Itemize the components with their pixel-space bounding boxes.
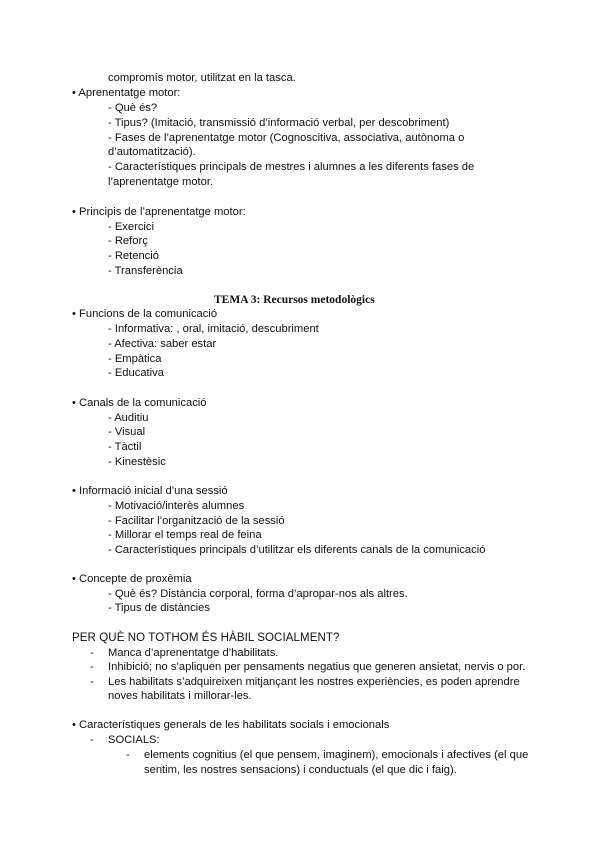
list-item: - Transferència: [108, 265, 183, 277]
bullet-heading: • Aprenentatge motor:: [72, 87, 181, 99]
list-item-continuation: noves habilitats i millorar-les.: [108, 690, 252, 702]
list-item: Inhibició; no s’apliquen per pensaments negatius que generen ansietat, nervis o por.: [108, 661, 526, 673]
list-item: - Exercici: [108, 221, 154, 233]
section-title: TEMA 3: Recursos metodològics: [214, 294, 375, 306]
list-item: - Què és?: [108, 102, 158, 114]
list-item: - Què és? Distància corporal, forma d’apropar-nos als altres.: [108, 588, 408, 600]
bullet-heading: • Característiques generals de les habilitats socials i emocionals: [72, 719, 390, 731]
list-item: - Retenció: [108, 250, 159, 262]
list-item: - Millorar el temps real de feina: [108, 529, 262, 541]
list-item: - Auditiu: [108, 412, 149, 424]
bullet-heading: • Principis de l’aprenentatge motor:: [72, 206, 246, 218]
list-item: - Característiques principals de mestres i alumnes a les diferents fases de: [108, 161, 475, 173]
dash-marker: -: [90, 647, 94, 659]
list-item: elements cognitius (el que pensem, imaginem), emocionals i afectives (el que: [144, 749, 529, 761]
list-item: Manca d’aprenentatge d’habilitats.: [108, 647, 279, 659]
bullet-heading: • Concepte de proxèmia: [72, 573, 192, 585]
bullet-heading: • Informació inicial d’una sessió: [72, 485, 228, 497]
sub-heading: SOCIALS:: [108, 734, 160, 746]
list-item: - Informativa: , oral, imitació, descubriment: [108, 323, 319, 335]
list-item: - Tipus? (Imitació, transmissió d’informació verbal, per descobriment): [108, 117, 450, 129]
list-item: - Tipus de distàncies: [108, 602, 210, 614]
list-item: - Kinestèsic: [108, 456, 166, 468]
list-item-continuation: l’aprenentatge motor.: [108, 176, 214, 188]
list-item: - Facilitar l’organització de la sessió: [108, 515, 285, 527]
list-item: - Reforç: [108, 235, 148, 247]
bullet-heading: • Canals de la comunicació: [72, 397, 207, 409]
list-item: Les habilitats s’adquireixen mitjançant les nostres experiències, es poden aprendre: [108, 676, 520, 688]
text-line: compromís motor, utilitzat en la tasca.: [108, 72, 296, 84]
dash-marker: -: [90, 676, 94, 688]
dash-marker: -: [90, 734, 94, 746]
list-item-continuation: sentim, les nostres sensacions) i conductuals (el que dic i faig).: [144, 764, 457, 776]
dash-marker: -: [126, 749, 130, 761]
list-item: - Afectiva: saber estar: [108, 338, 217, 350]
list-item: - Educativa: [108, 367, 164, 379]
bullet-heading: • Funcions de la comunicació: [72, 308, 218, 320]
section-heading: PER QUÈ NO TOTHOM ÉS HÀBIL SOCIALMENT?: [72, 632, 340, 644]
list-item: - Tàctil: [108, 441, 142, 453]
list-item: - Visual: [108, 426, 146, 438]
list-item: - Motivació/interès alumnes: [108, 500, 245, 512]
list-item: - Fases de l’aprenentatge motor (Cognoscitiva, associativa, autònoma o: [108, 132, 465, 144]
dash-marker: -: [90, 661, 94, 673]
list-item: - Característiques principals d’utilitzar els diferents canals de la comunicació: [108, 544, 486, 556]
list-item: - Empàtica: [108, 353, 162, 365]
list-item-continuation: d’automatització).: [108, 146, 196, 158]
